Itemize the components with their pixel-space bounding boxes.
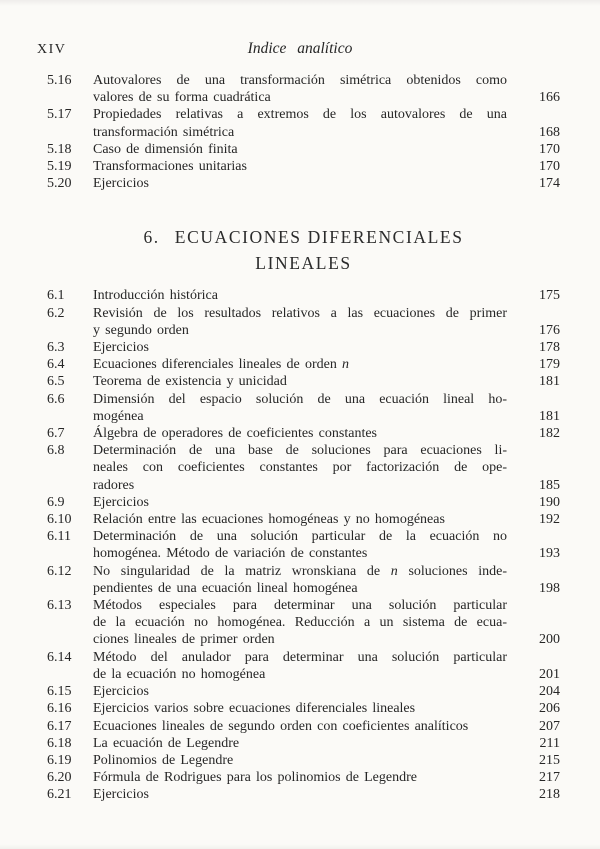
entry-title [93,373,507,390]
entry-title [93,442,507,494]
entry-page-number: 215 [539,752,560,768]
entry-title-line: Caso de dimensión finita [93,141,238,157]
entry-page-number: 206 [539,701,560,717]
toc-entry [47,339,560,356]
toc-entry [47,158,560,175]
entry-title-line: homogénea. Método de variación de constantes [93,546,368,562]
toc-entry [47,769,560,786]
entry-number: 6.18 [47,735,72,751]
entry-title-line: pendientes de una ecuación lineal homogénea [93,580,358,596]
entry-title [93,786,507,803]
entry-page-number: 198 [539,580,560,596]
chapter-number: 6. [143,227,160,248]
toc-entry [47,735,560,752]
entry-title-line: transformación simétrica [93,124,235,140]
entry-title [93,425,507,442]
entry-title [93,769,507,786]
entry-number: 6.20 [47,770,72,786]
toc-group-chapter6 [47,287,560,803]
entry-number: 5.19 [47,159,72,175]
toc-entry [47,72,560,106]
chapter-title-line2: LINEALES [255,253,352,274]
entry-title-line: Introducción histórica [93,288,218,304]
entry-title [93,735,507,752]
entry-page-number: 200 [539,632,560,648]
toc-entry [47,373,560,390]
entry-number: 6.14 [47,649,72,665]
entry-title-line: Ejercicios [93,340,149,356]
toc-group-chapter5-end [47,72,560,192]
toc-entry [47,649,560,683]
entry-number: 6.7 [47,426,65,442]
table-of-contents [47,72,560,804]
toc-entry [47,683,560,700]
entry-number: 6.15 [47,684,72,700]
entry-title-line: No singularidad de la matriz wronskiana de n soluciones inde- [93,563,507,579]
entry-page-number: 204 [539,684,560,700]
entry-number: 6.9 [47,494,65,510]
entry-title [93,339,507,356]
entry-title-line: Método del anulador para determinar una solución particular [93,649,507,665]
entry-title-line: Transformaciones unitarias [93,159,247,175]
entry-page-number: 179 [539,357,560,373]
toc-entry [47,287,560,304]
page-number: XIV [37,42,67,57]
entry-title [93,141,507,158]
entry-title [93,752,507,769]
entry-number: 6.1 [47,288,65,304]
entry-number: 6.11 [47,529,71,545]
running-title: Indice analítico [247,40,353,57]
entry-page-number: 185 [539,477,560,493]
toc-entry [47,442,560,494]
entry-number: 6.13 [47,598,72,614]
entry-page-number: 192 [539,512,560,528]
entry-title-line: Ejercicios [93,176,149,192]
entry-page-number: 181 [539,374,560,390]
entry-title [93,158,507,175]
entry-title [93,356,507,373]
entry-title-line: Álgebra de operadores de coeficientes constantes [93,426,377,442]
entry-number: 5.20 [47,176,72,192]
entry-page-number: 193 [539,546,560,562]
entry-page-number: 201 [539,666,560,682]
toc-entry [47,563,560,597]
entry-page-number: 166 [539,90,560,106]
entry-title-line: Ejercicios [93,494,149,510]
chapter-title-line1: ECUACIONES DIFERENCIALES [174,227,464,248]
entry-title-line: Ecuaciones lineales de segundo orden con coeficientes analíticos [93,718,469,734]
chapter-heading [47,224,560,276]
entry-title [93,391,507,425]
entry-page-number: 170 [539,141,560,157]
entry-title-line: Fórmula de Rodrigues para los polinomios de Legendre [93,770,417,786]
entry-number: 6.10 [47,512,72,528]
entry-page-number: 174 [539,176,560,192]
entry-title-line: neales con coeficientes constantes por factorización de ope- [93,460,507,476]
entry-number: 6.8 [47,443,65,459]
toc-entry [47,700,560,717]
entry-title-line: Ecuaciones diferenciales lineales de orden n [93,357,350,373]
entry-number: 6.12 [47,563,72,579]
entry-title [93,649,507,683]
entry-page-number: 207 [539,718,560,734]
entry-title [93,287,507,304]
entry-number: 6.2 [47,305,65,321]
entry-page-number: 181 [539,408,560,424]
toc-entry [47,356,560,373]
entry-title-line: Polinomios de Legendre [93,752,234,768]
entry-title [93,683,507,700]
entry-number: 6.19 [47,752,72,768]
entry-title-line: Dimensión del espacio solución de una ecuación lineal ho- [93,391,507,407]
entry-title-line: radores [93,477,135,493]
entry-page-number: 168 [539,124,560,140]
entry-title-line: valores de su forma cuadrática [93,90,271,106]
entry-page-number: 211 [539,735,560,751]
entry-page-number: 178 [539,340,560,356]
toc-entry [47,597,560,649]
toc-entry [47,106,560,140]
entry-title-line: y segundo orden [93,322,189,338]
entry-title [93,597,507,649]
entry-title [93,494,507,511]
entry-number: 6.6 [47,391,65,407]
entry-page-number: 170 [539,159,560,175]
toc-entry [47,752,560,769]
entry-page-number: 182 [539,426,560,442]
toc-entry [47,425,560,442]
entry-title-line: Determinación de una base de soluciones para ecuaciones li- [93,443,507,459]
entry-title-line: Ejercicios [93,787,149,803]
entry-title-line: Revisión de los resultados relativos a las ecuaciones de primer [93,305,507,321]
chapter-heading-line1 [143,227,463,247]
entry-title [93,305,507,339]
toc-entry [47,786,560,803]
entry-number: 5.16 [47,73,72,88]
toc-entry [47,175,560,192]
entry-title-line: Relación entre las ecuaciones homogéneas y no homogéneas [93,512,445,528]
entry-title [93,72,507,106]
entry-title [93,175,507,192]
entry-title [93,528,507,562]
entry-number: 6.3 [47,340,65,356]
toc-entry [47,391,560,425]
entry-page-number: 175 [539,288,560,304]
entry-title-line: ciones lineales de primer orden [93,632,275,648]
entry-title-line: Ejercicios [93,684,149,700]
entry-title-line: Ejercicios varios sobre ecuaciones diferenciales lineales [93,701,416,717]
entry-number: 5.18 [47,141,72,157]
entry-page-number: 190 [539,494,560,510]
entry-page-number: 217 [539,770,560,786]
entry-title-line: Propiedades relativas a extremos de los autovalores de una [93,107,507,123]
entry-title [93,106,507,140]
toc-entry [47,718,560,735]
toc-entry [47,511,560,528]
entry-title-line: Teorema de existencia y unicidad [93,374,287,390]
entry-number: 6.4 [47,357,65,373]
entry-page-number: 176 [539,322,560,338]
entry-number: 6.5 [47,374,65,390]
entry-title-line: de la ecuación no homogénea [93,666,266,682]
entry-page-number: 218 [539,787,560,803]
toc-entry [47,141,560,158]
entry-title [93,563,507,597]
entry-title-line: Determinación de una solución particular de la ecuación no [93,529,507,545]
entry-title-line: de la ecuación no homogénea. Reducción a un sistema de ecua- [93,615,507,631]
entry-title [93,700,507,717]
entry-title [93,718,507,735]
entry-title-line: mogénea [93,408,144,424]
entry-title-line: Autovalores de una transformación simétrica obtenidos como [93,73,507,88]
toc-entry [47,494,560,511]
entry-title-line: Métodos especiales para determinar una solución particular [93,598,507,614]
toc-entry [47,528,560,562]
entry-number: 6.17 [47,718,72,734]
entry-number: 6.21 [47,787,72,803]
toc-entry [47,305,560,339]
entry-number: 5.17 [47,107,72,123]
entry-title-line: La ecuación de Legendre [93,735,240,751]
entry-title [93,511,507,528]
entry-number: 6.16 [47,701,72,717]
